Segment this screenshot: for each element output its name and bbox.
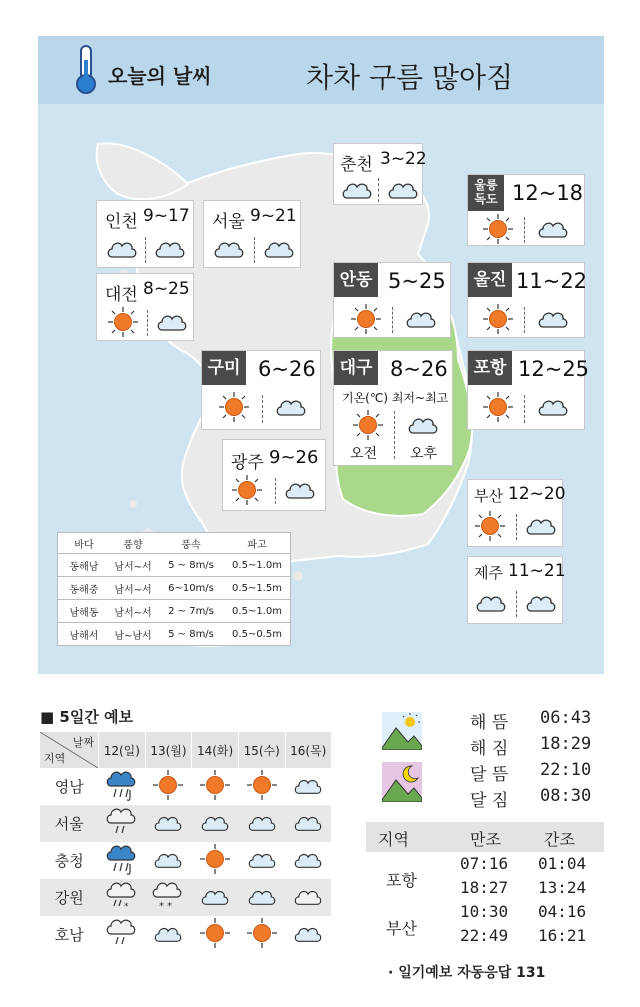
moonset-label: 달 짐	[470, 791, 509, 811]
table-row	[40, 768, 331, 805]
tide-low: 01:04	[538, 854, 587, 873]
rain-cloud-icon	[104, 842, 140, 876]
city-temp: 5~25	[388, 269, 446, 293]
tide-low: 16:21	[538, 926, 587, 945]
sun-icon	[482, 391, 514, 423]
cloud-icon	[292, 847, 324, 871]
gray-cloud-icon	[292, 884, 324, 908]
cloud-icon	[292, 773, 324, 797]
tide-high: 18:27	[460, 878, 509, 897]
snow-rain-icon	[104, 879, 140, 913]
city-label: 울진	[468, 263, 512, 297]
moonrise-icon	[382, 762, 422, 802]
city-card-daejeon	[96, 273, 194, 341]
moonset-time: 08:30	[540, 786, 592, 806]
page-title: 오늘의 날씨	[108, 64, 212, 88]
sun-icon	[246, 917, 278, 949]
svg-text:* *: * *	[159, 901, 173, 912]
sun-icon	[199, 769, 231, 801]
region-name: 충청	[54, 852, 84, 870]
city-temp: 9~26	[269, 447, 319, 468]
region-name: 서울	[40, 805, 99, 842]
city-label: 포항	[468, 351, 512, 385]
cloud-icon	[246, 847, 278, 871]
city-name: 인천	[105, 212, 138, 232]
auto-response-note: · 일기예보 자동응답 131	[388, 965, 546, 981]
region-name: 호남	[54, 926, 84, 944]
city-name: 춘천	[340, 155, 373, 175]
cloud-icon	[283, 476, 317, 502]
table-row: 남해서 남~남서 5 ~ 8m/s 0.5~0.5m	[69, 628, 282, 642]
city-card-incheon	[96, 200, 194, 268]
city-card-seoul	[203, 200, 301, 268]
city-temp: 12~20	[508, 484, 566, 504]
sun-icon	[246, 769, 278, 801]
cloud-icon	[199, 810, 231, 834]
cloud-icon	[105, 235, 139, 261]
table-row: 동해중 남서~서 6~10m/s 0.5~1.5m	[58, 577, 290, 600]
sun-icon	[482, 213, 514, 245]
city-temp: 12~18	[512, 181, 584, 205]
cloud-icon	[536, 393, 570, 419]
city-label: 울릉 독도	[468, 175, 504, 211]
sunrise-time: 06:43	[540, 708, 592, 728]
sun-icon	[482, 303, 514, 335]
cloud-icon	[524, 512, 558, 538]
sun-icon	[231, 474, 263, 506]
cloud-icon	[152, 847, 184, 871]
cloud-icon	[152, 810, 184, 834]
cloud-icon	[246, 884, 278, 908]
cloud-icon	[292, 810, 324, 834]
city-name: 광주	[231, 453, 264, 473]
day-header: 12(일)	[99, 732, 146, 768]
city-temp: 8~26	[390, 357, 448, 381]
table-row	[40, 842, 331, 879]
city-label: 구미	[202, 351, 246, 385]
snow-icon	[150, 879, 186, 913]
pm-label: 오후	[410, 446, 438, 462]
city-card-chuncheon	[333, 143, 427, 205]
city-name: 부산	[474, 487, 503, 505]
cloud-icon	[524, 589, 558, 615]
cloud-icon	[199, 884, 231, 908]
cloud-icon	[212, 235, 246, 261]
forecast-title: ■ 5일간 예보	[40, 708, 134, 726]
cloud-icon	[536, 305, 570, 331]
table-row: 남해동 남서~서 2 ~ 7m/s 0.5~1.0m	[58, 600, 290, 623]
city-card-pohang	[467, 350, 590, 430]
cloud-icon	[536, 215, 570, 241]
moonrise-label: 달 뜸	[470, 765, 509, 785]
cloud-icon	[406, 411, 440, 437]
city-card-uljin	[467, 262, 588, 338]
cloud-icon	[152, 921, 184, 945]
table-row: 동해남 남서~서 5 ~ 8m/s 0.5~1.0m	[58, 554, 290, 577]
rain-cloud-icon	[104, 768, 140, 802]
svg-text:*: *	[123, 902, 129, 912]
weather-summary: 차차 구름 많아짐	[306, 61, 514, 94]
city-card-andong	[333, 262, 451, 338]
table-row	[40, 879, 331, 916]
five-day-forecast-table	[40, 732, 331, 953]
sunrise-label: 해 뜸	[470, 713, 509, 733]
city-label: 안동	[334, 263, 378, 297]
sunset-time: 18:29	[540, 734, 592, 754]
day-header: 13(월)	[145, 732, 192, 768]
sun-icon	[199, 917, 231, 949]
city-card-gwangju	[222, 439, 326, 511]
city-card-jeju	[467, 556, 566, 624]
tide-high: 10:30	[460, 902, 509, 921]
rain-gray-icon	[104, 916, 140, 950]
sunset-label: 해 짐	[470, 739, 509, 759]
city-temp: 3~22	[380, 149, 427, 169]
sun-icon	[350, 303, 382, 335]
city-card-gumi	[201, 350, 321, 430]
cloud-icon	[340, 176, 374, 202]
sun-icon	[107, 306, 139, 338]
city-temp: 8~25	[143, 279, 190, 299]
cloud-icon	[153, 235, 187, 261]
cloud-icon	[474, 589, 508, 615]
tide-high: 22:49	[460, 926, 509, 945]
city-card-busan	[467, 479, 566, 547]
tide-region: 포항	[386, 871, 417, 890]
sunrise-icon	[382, 712, 422, 750]
moonrise-time: 22:10	[540, 760, 592, 780]
city-name: 서울	[212, 212, 245, 232]
city-card-ulleung	[467, 174, 585, 246]
region-name: 영남	[54, 778, 84, 796]
city-name: 대전	[105, 285, 138, 305]
sun-icon	[352, 409, 384, 441]
sea-conditions-table	[57, 532, 291, 646]
region-name: 강원	[40, 879, 99, 916]
day-header: 16(목)	[285, 732, 331, 768]
tide-low: 04:16	[538, 902, 587, 921]
city-temp: 11~21	[508, 561, 566, 581]
temp-legend: 기온(℃) 최저~최고	[342, 391, 449, 405]
tide-high: 07:16	[460, 854, 509, 873]
cloud-icon	[292, 921, 324, 945]
city-label: 대구	[334, 351, 378, 385]
am-label: 오전	[350, 446, 378, 462]
sea-header-row: 바다 풍향 풍속 파고	[58, 533, 290, 554]
cloud-icon	[155, 308, 189, 334]
sun-icon	[152, 769, 184, 801]
tide-header-row: 지역 만조 간조	[366, 822, 604, 852]
city-card-daegu	[333, 350, 453, 466]
cloud-icon	[246, 810, 278, 834]
city-name: 제주	[474, 564, 503, 582]
sun-icon	[199, 843, 231, 875]
table-row	[40, 916, 331, 953]
city-temp: 11~22	[516, 269, 588, 293]
city-temp: 9~17	[143, 206, 190, 226]
city-temp: 6~26	[258, 357, 316, 381]
title-bar	[38, 36, 604, 104]
tide-low: 13:24	[538, 878, 587, 897]
cloud-icon	[386, 176, 420, 202]
cloud-icon	[404, 305, 438, 331]
table-row	[40, 805, 331, 842]
city-temp: 12~25	[518, 357, 590, 381]
cloud-icon	[274, 393, 308, 419]
day-header: 15(수)	[238, 732, 285, 768]
sun-icon	[474, 510, 506, 542]
thermometer-icon	[72, 44, 100, 96]
cloud-icon	[262, 235, 296, 261]
tide-region: 부산	[386, 919, 417, 938]
sun-icon	[218, 391, 250, 423]
day-header: 14(화)	[192, 732, 239, 768]
city-temp: 9~21	[250, 206, 297, 226]
rain-gray-icon	[104, 805, 140, 839]
corner-cell: 날짜 지역	[40, 732, 99, 768]
